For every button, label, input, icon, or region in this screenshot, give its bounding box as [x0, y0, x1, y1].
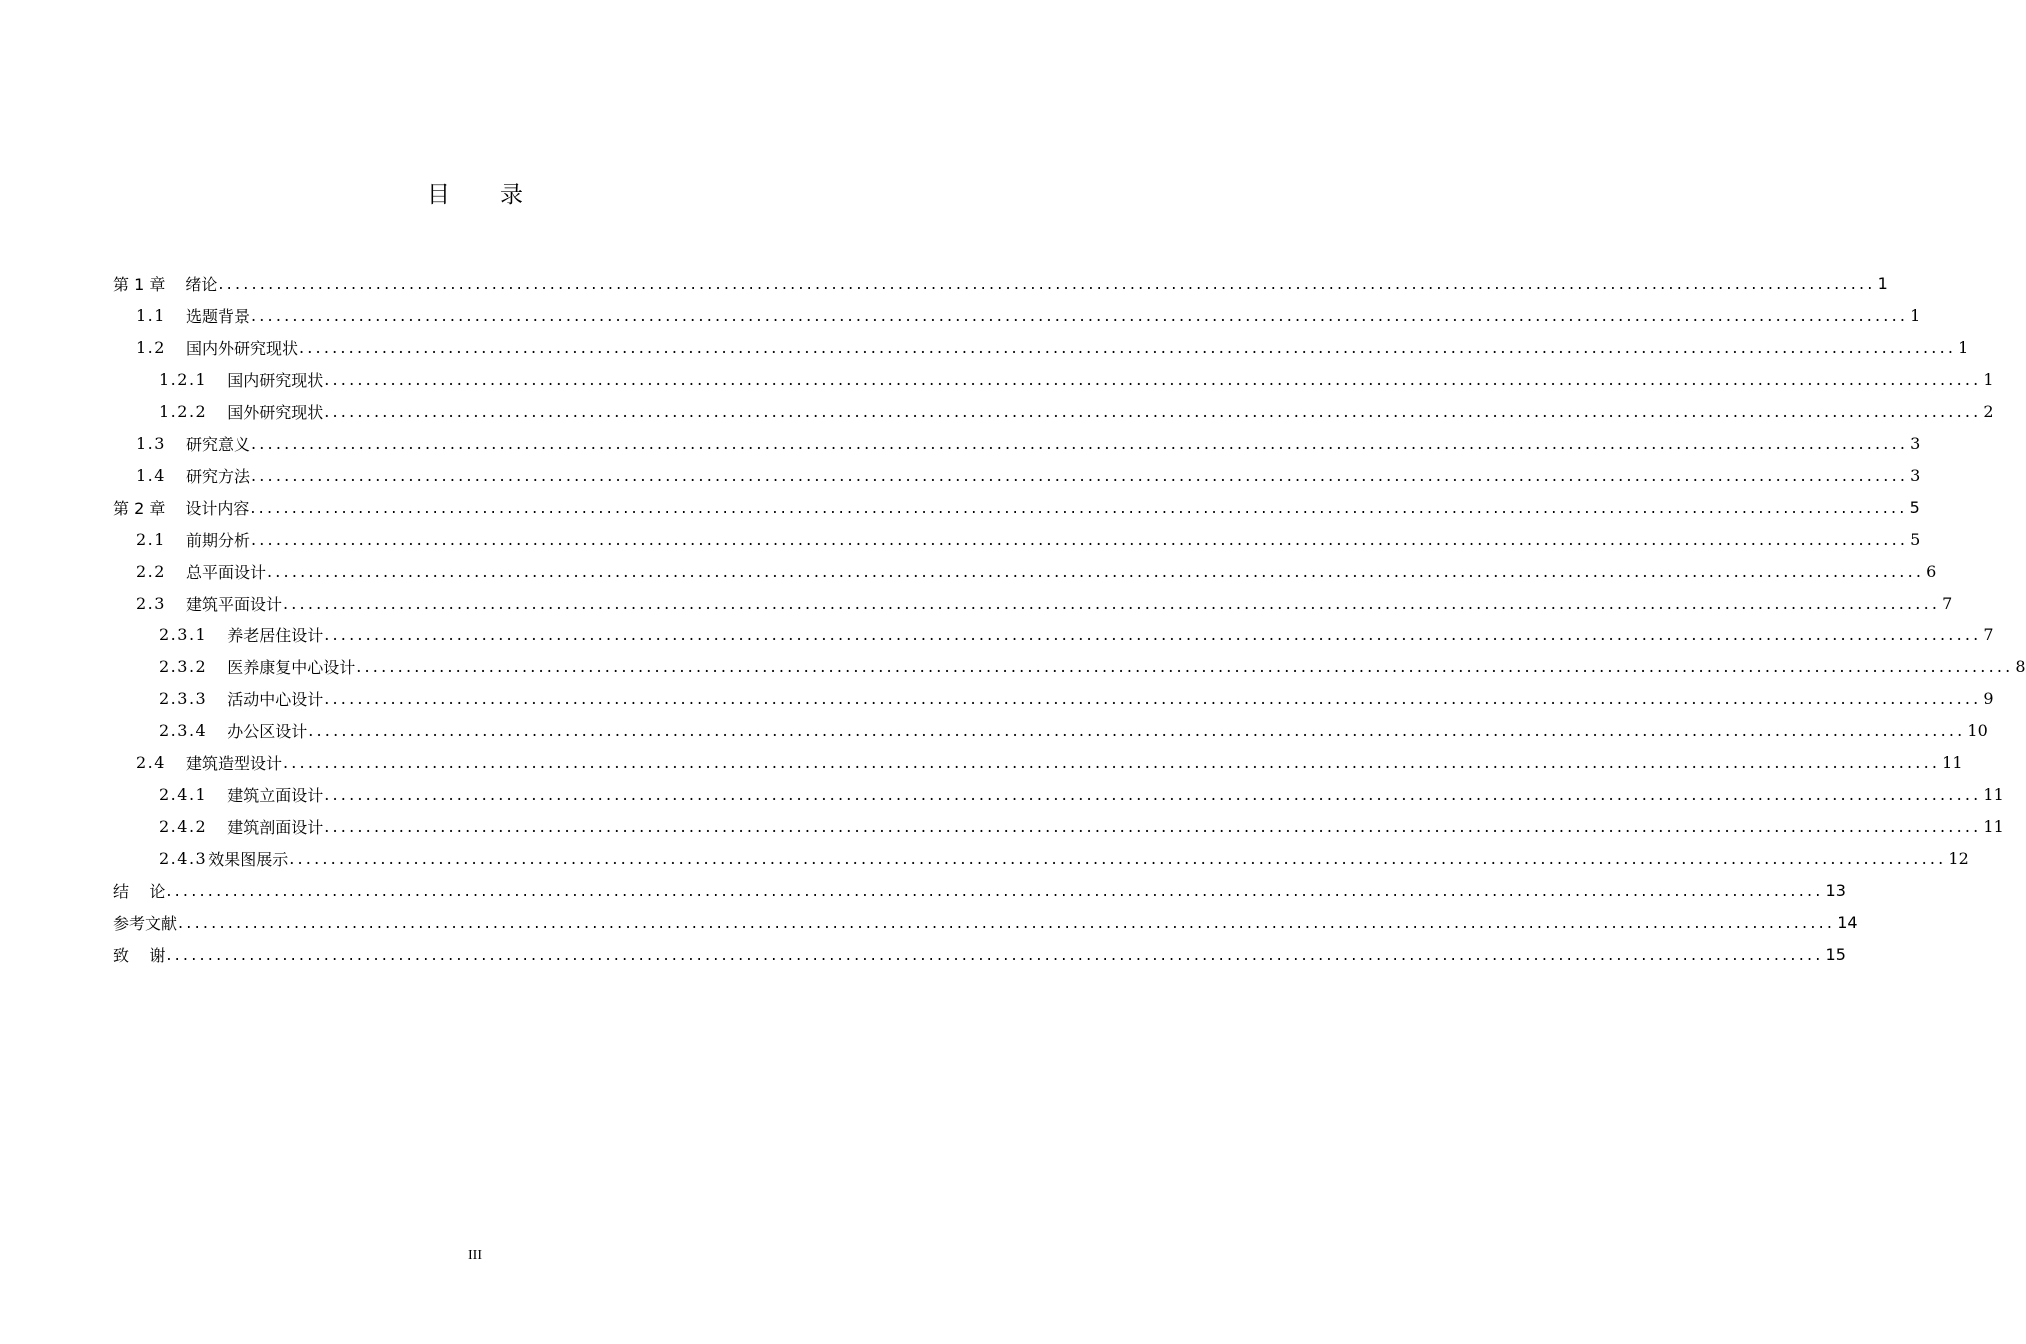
- toc-entry-page: 11: [1983, 816, 2004, 836]
- toc-entry-page: 3: [1910, 465, 1921, 485]
- toc-entry-page: 10: [1967, 720, 1988, 740]
- toc-entry[interactable]: [159, 811, 2004, 841]
- toc-entry-number: 2.3.1: [159, 624, 208, 644]
- toc-entry[interactable]: [113, 875, 1846, 905]
- footer-page-number: III: [468, 1248, 482, 1263]
- toc-entry-title: 研究方法: [185, 466, 250, 486]
- toc-leader-dots: ........................................................................................................................................................................................................: [298, 337, 1957, 357]
- toc-entry-number: 2.4: [136, 752, 166, 772]
- toc-entry[interactable]: [113, 268, 1888, 298]
- toc-entry-page: 1: [1877, 273, 1888, 293]
- toc-entry-title: 研究意义: [185, 434, 250, 454]
- toc-entry-number: 1.2: [136, 337, 166, 357]
- toc-entry-page: 1: [1910, 305, 1921, 325]
- toc-entry-title: 绪论: [185, 274, 218, 294]
- toc-leader-dots: ........................................................................................................................................................................................................: [218, 273, 1876, 293]
- toc-leader-dots: ........................................................................................................................................................................................................: [250, 497, 1908, 517]
- toc-entry[interactable]: [159, 683, 1994, 713]
- toc-entry-title: 养老居住设计: [227, 625, 324, 645]
- toc-entry-title: 建筑造型设计: [185, 753, 282, 773]
- toc-leader-dots: ........................................................................................................................................................................................................: [166, 944, 1824, 964]
- toc-entry-page: 7: [1983, 624, 1994, 644]
- toc-entry[interactable]: [136, 332, 1969, 362]
- toc-leader-dots: ........................................................................................................................................................................................................: [166, 880, 1824, 900]
- title-part-1: 目: [427, 182, 450, 208]
- toc-entry-number: 第 1 章: [113, 274, 166, 294]
- toc-entry-page: 9: [1983, 688, 1994, 708]
- toc-entry-number: 2.4.3: [159, 848, 208, 868]
- toc-entry-title: 建筑立面设计: [227, 785, 324, 805]
- toc-leader-dots: ........................................................................................................................................................................................................: [324, 816, 1982, 836]
- toc-entry-page: 11: [1942, 752, 1963, 772]
- toc-entry[interactable]: [136, 556, 1937, 586]
- toc-entry-title: 活动中心设计: [227, 689, 324, 709]
- toc-leader-dots: ........................................................................................................................................................................................................: [178, 912, 1836, 932]
- toc-entry-number: 2.4.2: [159, 816, 208, 836]
- toc-entry-number: 1.2.1: [159, 369, 208, 389]
- toc-entry-number: 2.3.2: [159, 656, 208, 676]
- toc-leader-dots: ........................................................................................................................................................................................................: [266, 561, 1925, 581]
- toc-entry-number: 2.3: [136, 593, 166, 613]
- toc-leader-dots: ........................................................................................................................................................................................................: [324, 784, 1982, 804]
- toc-entry[interactable]: [113, 907, 1858, 937]
- toc-entry-title: 结 论: [113, 881, 166, 901]
- toc-leader-dots: ........................................................................................................................................................................................................: [324, 688, 1982, 708]
- toc-entry-page: 12: [1948, 848, 1969, 868]
- title-part-2: 录: [500, 182, 523, 208]
- toc-entry-title: 前期分析: [185, 530, 250, 550]
- toc-entry-title: 建筑平面设计: [185, 594, 282, 614]
- toc-leader-dots: ........................................................................................................................................................................................................: [308, 720, 1966, 740]
- toc-leader-dots: ........................................................................................................................................................................................................: [250, 529, 1909, 549]
- toc-entry[interactable]: [159, 715, 1988, 745]
- toc-entry[interactable]: [159, 843, 1969, 873]
- toc-entry-page: 5: [1909, 497, 1920, 517]
- toc-entry-page: 15: [1825, 944, 1846, 964]
- toc-entry[interactable]: [159, 396, 1994, 426]
- toc-entry-number: 2.3.4: [159, 720, 208, 740]
- toc-entry-page: 2: [1983, 401, 1994, 421]
- toc-entry-page: 3: [1910, 433, 1921, 453]
- toc-entry[interactable]: [113, 939, 1846, 969]
- toc-entry-title: 办公区设计: [227, 721, 308, 741]
- toc-entry-number: 1.3: [136, 433, 166, 453]
- toc-entry[interactable]: [159, 779, 2004, 809]
- toc-leader-dots: ........................................................................................................................................................................................................: [250, 433, 1909, 453]
- toc-leader-dots: ........................................................................................................................................................................................................: [356, 656, 2014, 676]
- toc-entry-page: 7: [1942, 593, 1953, 613]
- toc-entry-title: 致 谢: [113, 945, 166, 965]
- toc-entry-title: 建筑剖面设计: [227, 817, 324, 837]
- toc-entry-number: 2.4.1: [159, 784, 208, 804]
- toc-leader-dots: ........................................................................................................................................................................................................: [324, 369, 1982, 389]
- toc-entry-number: 1.2.2: [159, 401, 208, 421]
- toc-entry-title: 参考文献: [113, 913, 178, 933]
- toc-entry[interactable]: [159, 619, 1994, 649]
- toc-entry-number: 1.4: [136, 465, 166, 485]
- toc-leader-dots: ........................................................................................................................................................................................................: [282, 593, 1941, 613]
- toc-entry-page: 13: [1825, 880, 1846, 900]
- toc-entry[interactable]: [159, 651, 2026, 681]
- toc-entry-title: 选题背景: [185, 306, 250, 326]
- toc-leader-dots: ........................................................................................................................................................................................................: [324, 401, 1982, 421]
- toc-entry-title: 设计内容: [185, 498, 250, 518]
- toc-entry-page: 8: [2015, 656, 2026, 676]
- toc-leader-dots: ........................................................................................................................................................................................................: [250, 305, 1909, 325]
- toc-entry-title: 医养康复中心设计: [227, 657, 356, 677]
- toc-entry[interactable]: [136, 747, 1963, 777]
- toc-leader-dots: ........................................................................................................................................................................................................: [282, 752, 1941, 772]
- toc-entry[interactable]: [136, 428, 1921, 458]
- toc-entry-page: 5: [1910, 529, 1921, 549]
- toc-entry[interactable]: [136, 460, 1921, 490]
- toc-entry-number: 2.3.3: [159, 688, 208, 708]
- toc-entry-title: 国内外研究现状: [185, 338, 298, 358]
- toc-entry-title: 国外研究现状: [227, 402, 324, 422]
- toc-entry-page: 1: [1983, 369, 1994, 389]
- toc-entry[interactable]: [136, 300, 1921, 330]
- toc-leader-dots: ........................................................................................................................................................................................................: [250, 465, 1909, 485]
- toc-entry-number: 2.1: [136, 529, 166, 549]
- toc-leader-dots: ........................................................................................................................................................................................................: [324, 624, 1982, 644]
- toc-entry-title: 国内研究现状: [227, 370, 324, 390]
- toc-entry[interactable]: [136, 588, 1953, 618]
- page-title: [0, 180, 950, 210]
- toc-entry[interactable]: [159, 364, 1994, 394]
- toc-entry-page: 6: [1926, 561, 1937, 581]
- toc-entry[interactable]: [113, 492, 1920, 522]
- toc-entry-title: 效果图展示: [208, 849, 289, 869]
- toc-entry-page: 14: [1837, 912, 1858, 932]
- toc-entry-page: 11: [1983, 784, 2004, 804]
- toc-entry-number: 第 2 章: [113, 498, 166, 518]
- toc-leader-dots: ........................................................................................................................................................................................................: [289, 848, 1947, 868]
- toc-entry-number: 1.1: [136, 305, 166, 325]
- toc-entry-page: 1: [1958, 337, 1969, 357]
- toc-entry-number: 2.2: [136, 561, 166, 581]
- toc-entry[interactable]: [136, 524, 1921, 554]
- toc-entry-title: 总平面设计: [185, 562, 266, 582]
